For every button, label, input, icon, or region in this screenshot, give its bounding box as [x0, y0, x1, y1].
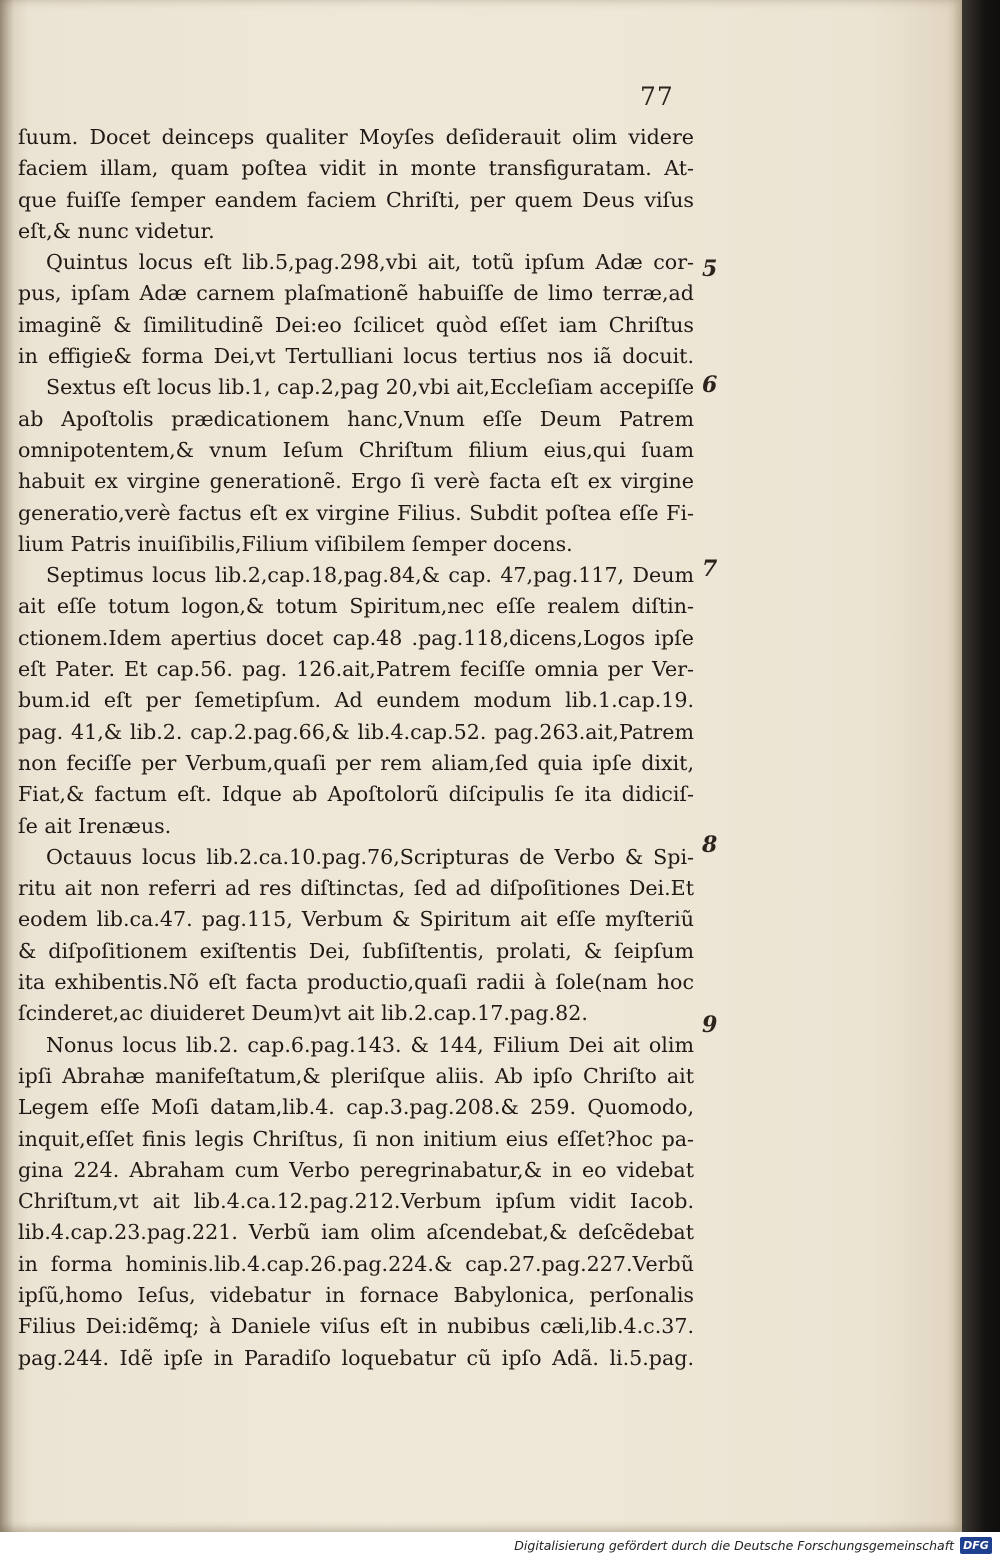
page-number: 77	[640, 82, 674, 111]
text-line: & diſpoſitionem exiſtentis Dei, ſubſiſtentis, prolati, & ſeipſum	[18, 938, 694, 963]
text-line: Quintus locus eſt lib.5,pag.298,vbi ait, totũ ipſum Adæ cor-	[46, 250, 694, 275]
margin-note-number: 8	[702, 832, 718, 858]
text-line: ita exhibentis.Nõ eſt facta productio,quaſi radii à ſole(nam hoc	[18, 970, 694, 995]
text-line: eſt Pater. Et cap.56. pag. 126.ait,Patrem feciſſe omnia per Ver-	[18, 657, 694, 682]
text-line: ritu ait non referri ad res diſtinctas, ſed ad diſpoſitiones Dei.Et	[18, 876, 694, 901]
page-edge	[962, 0, 1000, 1532]
text-line: Fiat,& factum eſt. Idque ab Apoſtolorũ diſcipulis ſe ita didiciſ-	[18, 782, 694, 807]
text-line: lib.4.cap.23.pag.221. Verbũ iam olim aſcendebat,& deſcẽdebat	[18, 1220, 694, 1245]
text-line: imaginẽ & ſimilitudinẽ Dei:eo ſcilicet quòd eſſet iam Chriſtus	[18, 312, 694, 337]
text-line: eſt,& nunc videtur.	[18, 218, 215, 243]
margin-note-number: 9	[702, 1012, 718, 1038]
text-line: bum.id eſt per ſemetipſum. Ad eundem modum lib.1.cap.19.	[18, 688, 694, 713]
text-line: que fuiſſe ſemper eandem faciem Chriſti, per quem Deus viſus	[18, 187, 694, 212]
text-line: habuit ex virgine generationẽ. Ergo ſi verè facta eſt ex virgine	[18, 469, 694, 494]
text-line: Septimus locus lib.2,cap.18,pag.84,& cap. 47,pag.117, Deum	[46, 563, 694, 588]
text-line: Nonus locus lib.2. cap.6.pag.143. & 144, Filium Dei ait olim	[46, 1032, 694, 1057]
text-line: in effigie& forma Dei,vt Tertulliani locus tertius nos iã docuit.	[18, 344, 694, 369]
text-line: ait eſſe totum logon,& totum Spiritum,nec eſſe realem diſtin-	[18, 594, 694, 619]
text-line: eodem lib.ca.47. pag.115, Verbum & Spiritum ait eſſe myſteriũ	[18, 907, 694, 932]
text-line: in forma hominis.lib.4.cap.26.pag.224.& cap.27.pag.227.Verbũ	[18, 1251, 694, 1276]
text-line: pag.244. Idẽ ipſe in Paradiſo loquebatur cũ ipſo Adã. li.5.pag.	[18, 1345, 694, 1370]
funding-credit: Digitalisierung gefördert durch die Deutsche Forschungsgemeinschaft	[514, 1538, 954, 1553]
text-line: ſe ait Irenæus.	[18, 813, 172, 838]
text-line: generatio,verè factus eſt ex virgine Filius. Subdit poſtea eſſe Fi-	[18, 500, 694, 525]
text-line: inquit,eſſet finis legis Chriſtus, ſi non initium eius eſſet?hoc pa-	[18, 1126, 694, 1151]
binding-shadow	[0, 0, 14, 1532]
margin-note-number: 7	[702, 556, 718, 582]
digitization-footer	[0, 1532, 1000, 1560]
text-line: lium Patris inuiſibilis,Filium viſibilem ſemper docens.	[18, 531, 573, 556]
body-text	[18, 122, 694, 1374]
text-line: ab Apoſtolis prædicationem hanc,Vnum eſſe Deum Patrem	[18, 406, 694, 431]
text-line: non feciſſe per Verbum,quaſi per rem aliam,ſed quia ipſe dixit,	[18, 750, 694, 775]
text-line: ſcinderet,ac diuideret Deum)vt ait lib.2.cap.17.pag.82.	[18, 1001, 588, 1026]
text-line: Chriſtum,vt ait lib.4.ca.12.pag.212.Verbum ipſum vidit Iacob.	[18, 1189, 694, 1214]
text-line: ipſi Abrahæ manifeſtatum,& pleriſque aliis. Ab ipſo Chriſto ait	[18, 1063, 694, 1088]
text-line: faciem illam, quam poſtea vidit in monte transfiguratam. At-	[18, 156, 694, 181]
text-line: Octauus locus lib.2.ca.10.pag.76,Scripturas de Verbo & Spi-	[46, 844, 694, 869]
dfg-logo: DFG	[960, 1537, 992, 1554]
text-line: pus, ipſam Adæ carnem plaſmationẽ habuiſſe de limo terræ,ad	[18, 281, 694, 306]
margin-note-number: 6	[702, 372, 718, 398]
text-line: gina 224. Abraham cum Verbo peregrinabatur,& in eo videbat	[18, 1157, 694, 1182]
text-line: Sextus eſt locus lib.1, cap.2,pag 20,vbi ait,Eccleſiam accepiſſe	[46, 375, 694, 400]
text-line: ipſũ,homo Ieſus, videbatur in fornace Babylonica, perſonalis	[18, 1282, 694, 1307]
text-line: pag. 41,& lib.2. cap.2.pag.66,& lib.4.cap.52. pag.263.ait,Patrem	[18, 719, 694, 744]
text-line: Filius Dei:idẽmq; à Daniele viſus eſt in nubibus cæli,lib.4.c.37.	[18, 1314, 694, 1339]
margin-note-number: 5	[702, 256, 718, 282]
text-line: Legem eſſe Moſi datam,lib.4. cap.3.pag.208.& 259. Quomodo,	[18, 1095, 694, 1120]
text-line: ſuum. Docet deinceps qualiter Moyſes deſiderauit olim videre	[18, 125, 694, 149]
text-line: omnipotentem,& vnum Ieſum Chriſtum filium eius,qui ſuam	[18, 437, 694, 462]
text-line: ctionem.Idem apertius docet cap.48 .pag.118,dicens,Logos ipſe	[18, 625, 694, 650]
